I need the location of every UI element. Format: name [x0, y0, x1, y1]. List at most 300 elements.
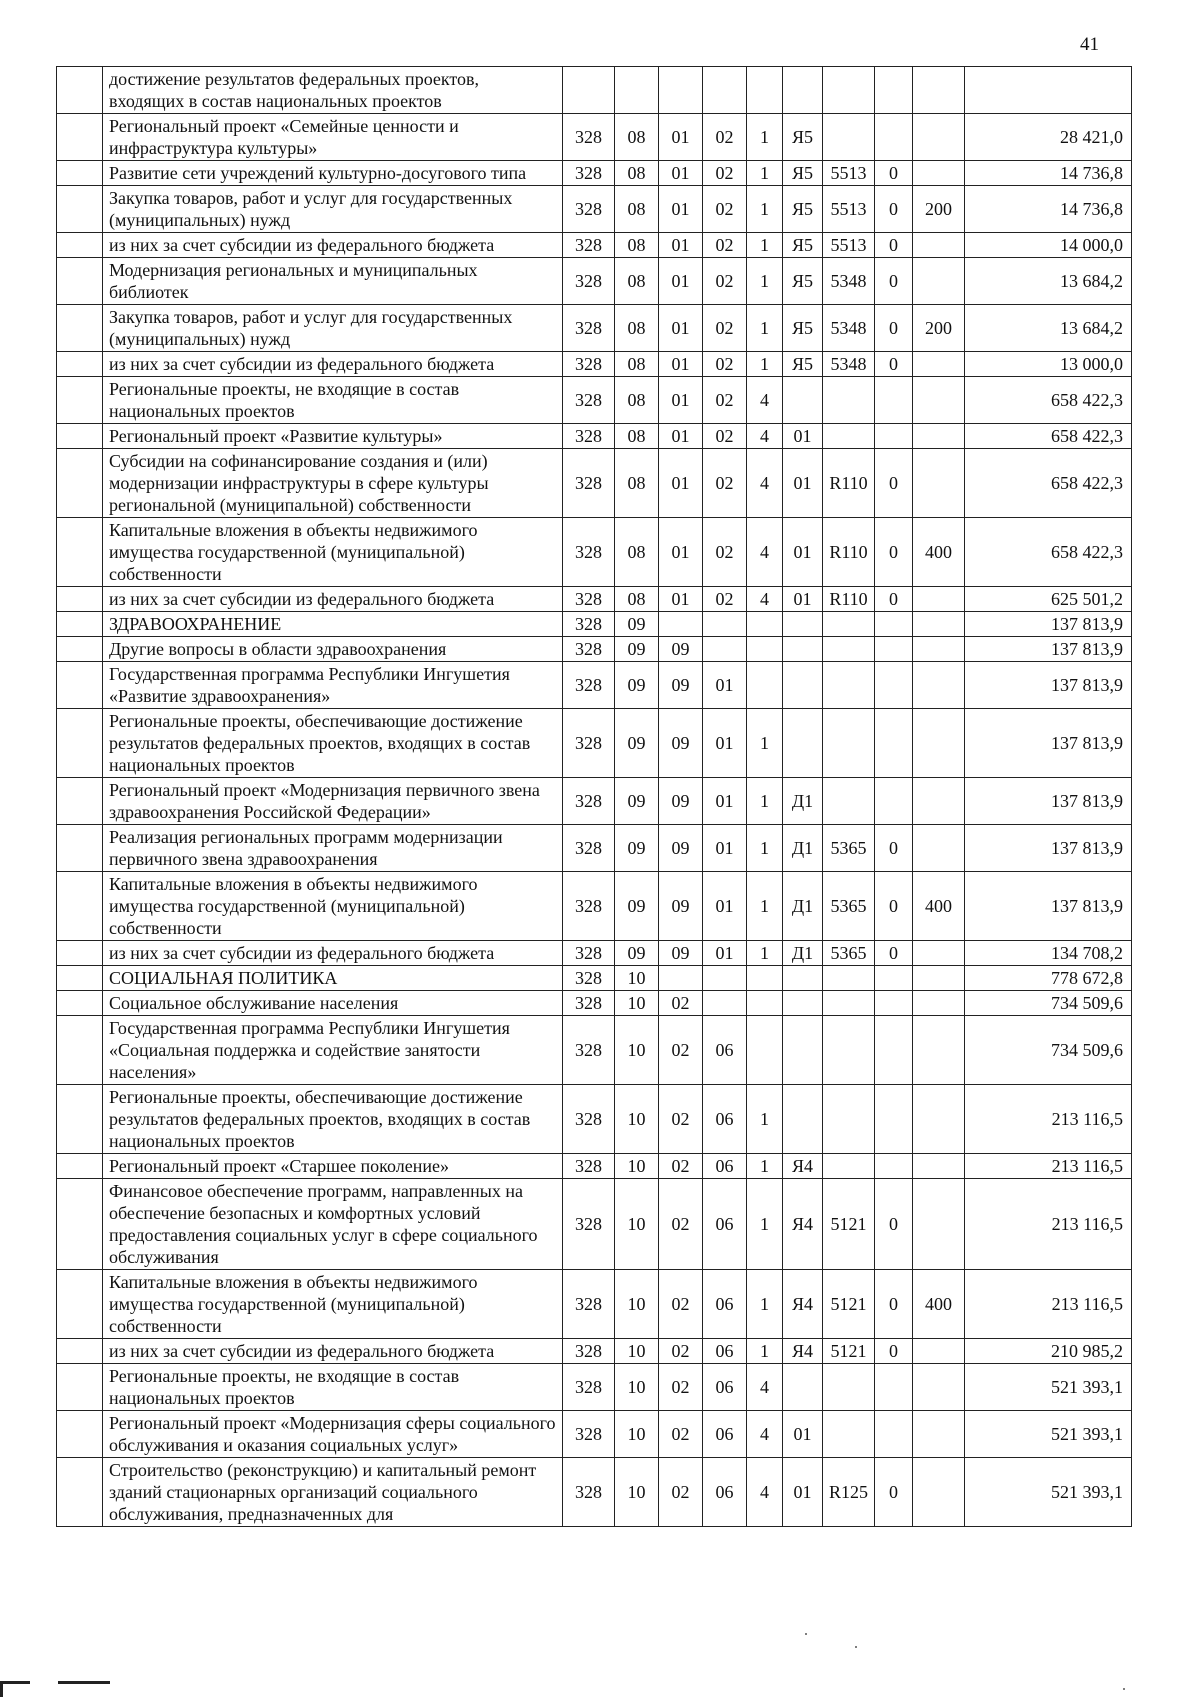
cell-gp: 01: [703, 941, 747, 966]
cell-pr: 09: [659, 778, 703, 825]
cell-rz: 10: [615, 1270, 659, 1339]
table-row: [57, 67, 1132, 114]
cell-p1: 1: [747, 352, 783, 377]
table-row: [57, 662, 1132, 709]
scan-artifact-line: [0, 1681, 30, 1684]
table-row: [57, 941, 1132, 966]
cell-rz: 08: [615, 352, 659, 377]
cell-sum: 658 422,3: [965, 377, 1132, 424]
cell-vr: [913, 114, 965, 161]
cell-blank: [57, 966, 103, 991]
cell-vr: [913, 587, 965, 612]
cell-p4: [875, 709, 913, 778]
cell-p4: 0: [875, 449, 913, 518]
cell-vr: [913, 662, 965, 709]
cell-vr: [913, 1085, 965, 1154]
cell-p1: 1: [747, 114, 783, 161]
cell-p4: 0: [875, 587, 913, 612]
scan-dot: [805, 1633, 807, 1635]
cell-ved: 328: [563, 352, 615, 377]
cell-p3: [823, 67, 875, 114]
cell-gp: 06: [703, 1270, 747, 1339]
cell-rz: 10: [615, 1458, 659, 1527]
cell-sum: 734 509,6: [965, 991, 1132, 1016]
cell-gp: 02: [703, 377, 747, 424]
row-name: Региональные проекты, обеспечивающие достижение результатов федеральных проектов, входящих в состав национальных проектов: [103, 709, 563, 778]
cell-p4: [875, 991, 913, 1016]
cell-p3: [823, 424, 875, 449]
cell-p1: 4: [747, 587, 783, 612]
cell-gp: 02: [703, 258, 747, 305]
row-name: Другие вопросы в области здравоохранения: [103, 637, 563, 662]
row-name: Региональные проекты, не входящие в состав национальных проектов: [103, 1364, 563, 1411]
cell-vr: [913, 612, 965, 637]
cell-blank: [57, 161, 103, 186]
cell-p3: [823, 1364, 875, 1411]
cell-ved: 328: [563, 612, 615, 637]
table-row: [57, 233, 1132, 258]
cell-ved: 328: [563, 1270, 615, 1339]
row-name: Финансовое обеспечение программ, направленных на обеспечение безопасных и комфортных условий предоставления социальных услуг в сфере социального обслуживания: [103, 1179, 563, 1270]
cell-p2: [783, 67, 823, 114]
cell-p4: [875, 114, 913, 161]
scan-dot: [1123, 1688, 1125, 1690]
cell-p1: 4: [747, 1411, 783, 1458]
scan-artifact-line: [0, 1681, 3, 1697]
cell-p4: 0: [875, 941, 913, 966]
row-name: Капитальные вложения в объекты недвижимого имущества государственной (муниципальной) собственности: [103, 1270, 563, 1339]
cell-p3: [823, 966, 875, 991]
row-name: Капитальные вложения в объекты недвижимого имущества государственной (муниципальной) собственности: [103, 872, 563, 941]
cell-pr: 02: [659, 1270, 703, 1339]
cell-p2: Я4: [783, 1270, 823, 1339]
cell-vr: 400: [913, 518, 965, 587]
table-row: [57, 966, 1132, 991]
cell-rz: 09: [615, 941, 659, 966]
cell-p1: [747, 67, 783, 114]
cell-blank: [57, 1458, 103, 1527]
cell-sum: 521 393,1: [965, 1458, 1132, 1527]
cell-gp: 06: [703, 1179, 747, 1270]
cell-vr: [913, 1154, 965, 1179]
cell-sum: 13 684,2: [965, 305, 1132, 352]
cell-p2: [783, 662, 823, 709]
cell-sum: 658 422,3: [965, 518, 1132, 587]
cell-vr: 400: [913, 872, 965, 941]
cell-p4: [875, 67, 913, 114]
cell-pr: 02: [659, 1016, 703, 1085]
cell-p2: [783, 377, 823, 424]
cell-rz: 10: [615, 966, 659, 991]
cell-p3: 5348: [823, 305, 875, 352]
cell-rz: 08: [615, 186, 659, 233]
table-row: [57, 1458, 1132, 1527]
cell-p2: [783, 1016, 823, 1085]
cell-vr: [913, 991, 965, 1016]
cell-p1: [747, 966, 783, 991]
cell-blank: [57, 1364, 103, 1411]
cell-rz: 10: [615, 1339, 659, 1364]
cell-sum: 521 393,1: [965, 1364, 1132, 1411]
cell-p2: Я5: [783, 186, 823, 233]
cell-p4: 0: [875, 186, 913, 233]
table-row: [57, 161, 1132, 186]
cell-ved: 328: [563, 258, 615, 305]
cell-blank: [57, 662, 103, 709]
cell-blank: [57, 612, 103, 637]
row-name: Региональный проект «Семейные ценности и инфраструктура культуры»: [103, 114, 563, 161]
cell-vr: [913, 352, 965, 377]
cell-p3: 5121: [823, 1179, 875, 1270]
cell-p1: 1: [747, 233, 783, 258]
cell-p2: [783, 709, 823, 778]
cell-blank: [57, 1016, 103, 1085]
cell-p3: [823, 662, 875, 709]
cell-p4: 0: [875, 872, 913, 941]
cell-p4: 0: [875, 161, 913, 186]
cell-p4: [875, 1016, 913, 1085]
cell-p3: [823, 1085, 875, 1154]
cell-p1: 1: [747, 1179, 783, 1270]
row-name: СОЦИАЛЬНАЯ ПОЛИТИКА: [103, 966, 563, 991]
cell-p3: [823, 612, 875, 637]
cell-p4: 0: [875, 1339, 913, 1364]
cell-blank: [57, 114, 103, 161]
cell-sum: 28 421,0: [965, 114, 1132, 161]
cell-p4: [875, 1364, 913, 1411]
cell-sum: 134 708,2: [965, 941, 1132, 966]
cell-p2: Я5: [783, 233, 823, 258]
cell-sum: 137 813,9: [965, 662, 1132, 709]
cell-rz: 10: [615, 991, 659, 1016]
table-row: [57, 1179, 1132, 1270]
cell-rz: 10: [615, 1154, 659, 1179]
row-name: Строительство (реконструкцию) и капитальный ремонт зданий стационарных организаций социального обслуживания, предназначенных для: [103, 1458, 563, 1527]
row-name: из них за счет субсидии из федерального бюджета: [103, 587, 563, 612]
cell-sum: 14 736,8: [965, 161, 1132, 186]
cell-p1: 1: [747, 186, 783, 233]
cell-p4: [875, 662, 913, 709]
row-name: Капитальные вложения в объекты недвижимого имущества государственной (муниципальной) собственности: [103, 518, 563, 587]
cell-ved: 328: [563, 186, 615, 233]
cell-pr: 01: [659, 518, 703, 587]
cell-pr: 09: [659, 941, 703, 966]
cell-gp: 06: [703, 1411, 747, 1458]
cell-pr: 09: [659, 872, 703, 941]
cell-blank: [57, 1085, 103, 1154]
cell-gp: 02: [703, 587, 747, 612]
cell-sum: 213 116,5: [965, 1270, 1132, 1339]
cell-ved: 328: [563, 1016, 615, 1085]
cell-vr: [913, 941, 965, 966]
cell-p3: R110: [823, 518, 875, 587]
cell-gp: 02: [703, 161, 747, 186]
cell-vr: [913, 1339, 965, 1364]
row-name: Государственная программа Республики Ингушетия «Социальная поддержка и содействие занятости населения»: [103, 1016, 563, 1085]
table-row: [57, 1270, 1132, 1339]
cell-rz: 08: [615, 161, 659, 186]
cell-blank: [57, 424, 103, 449]
cell-blank: [57, 518, 103, 587]
cell-ved: 328: [563, 1154, 615, 1179]
cell-sum: 137 813,9: [965, 637, 1132, 662]
cell-ved: 328: [563, 1085, 615, 1154]
row-name: Региональный проект «Модернизация первичного звена здравоохранения Российской Федерации»: [103, 778, 563, 825]
cell-vr: [913, 67, 965, 114]
row-name: Реализация региональных программ модернизации первичного звена здравоохранения: [103, 825, 563, 872]
cell-pr: 01: [659, 352, 703, 377]
cell-blank: [57, 1339, 103, 1364]
cell-ved: 328: [563, 662, 615, 709]
cell-blank: [57, 258, 103, 305]
cell-gp: 02: [703, 449, 747, 518]
cell-sum: 137 813,9: [965, 778, 1132, 825]
cell-vr: [913, 233, 965, 258]
cell-pr: 01: [659, 258, 703, 305]
table-row: [57, 449, 1132, 518]
table-row: [57, 778, 1132, 825]
cell-rz: 10: [615, 1016, 659, 1085]
cell-pr: 09: [659, 637, 703, 662]
cell-pr: 02: [659, 1179, 703, 1270]
row-name: Закупка товаров, работ и услуг для государственных (муниципальных) нужд: [103, 305, 563, 352]
row-name: Модернизация региональных и муниципальных библиотек: [103, 258, 563, 305]
cell-gp: [703, 637, 747, 662]
cell-p3: 5513: [823, 186, 875, 233]
cell-gp: 01: [703, 662, 747, 709]
cell-sum: 734 509,6: [965, 1016, 1132, 1085]
cell-vr: [913, 377, 965, 424]
cell-pr: 02: [659, 1085, 703, 1154]
cell-pr: 02: [659, 1458, 703, 1527]
cell-p1: 1: [747, 778, 783, 825]
table-row: [57, 377, 1132, 424]
cell-p2: Я5: [783, 114, 823, 161]
cell-p1: 4: [747, 424, 783, 449]
cell-rz: 08: [615, 114, 659, 161]
cell-p2: 01: [783, 1458, 823, 1527]
cell-gp: 06: [703, 1016, 747, 1085]
cell-gp: [703, 612, 747, 637]
cell-p4: [875, 1154, 913, 1179]
cell-rz: 10: [615, 1179, 659, 1270]
cell-p1: [747, 991, 783, 1016]
cell-p2: 01: [783, 1411, 823, 1458]
cell-pr: 02: [659, 1364, 703, 1411]
cell-p1: 1: [747, 1154, 783, 1179]
cell-rz: 10: [615, 1364, 659, 1411]
cell-ved: 328: [563, 709, 615, 778]
cell-p4: 0: [875, 352, 913, 377]
cell-gp: 02: [703, 518, 747, 587]
cell-vr: [913, 161, 965, 186]
row-name: Социальное обслуживание населения: [103, 991, 563, 1016]
cell-p3: 5121: [823, 1270, 875, 1339]
row-name: ЗДРАВООХРАНЕНИЕ: [103, 612, 563, 637]
cell-gp: 06: [703, 1364, 747, 1411]
cell-vr: 400: [913, 1270, 965, 1339]
cell-pr: 01: [659, 377, 703, 424]
cell-p2: Д1: [783, 825, 823, 872]
cell-vr: [913, 637, 965, 662]
cell-p2: [783, 991, 823, 1016]
cell-blank: [57, 991, 103, 1016]
cell-p2: Д1: [783, 941, 823, 966]
cell-p1: 1: [747, 941, 783, 966]
cell-p3: 5348: [823, 352, 875, 377]
cell-rz: 08: [615, 518, 659, 587]
cell-blank: [57, 186, 103, 233]
cell-vr: 200: [913, 305, 965, 352]
cell-vr: [913, 778, 965, 825]
cell-gp: 02: [703, 114, 747, 161]
cell-p1: [747, 1016, 783, 1085]
cell-pr: 01: [659, 186, 703, 233]
cell-p3: 5513: [823, 233, 875, 258]
cell-rz: 09: [615, 612, 659, 637]
cell-blank: [57, 449, 103, 518]
cell-blank: [57, 587, 103, 612]
row-name: Субсидии на софинансирование создания и (или) модернизации инфраструктуры в сфере культуры региональной (муниципальной) собственности: [103, 449, 563, 518]
cell-p1: 4: [747, 518, 783, 587]
table-row: [57, 518, 1132, 587]
row-name: из них за счет субсидии из федерального бюджета: [103, 941, 563, 966]
cell-gp: 06: [703, 1458, 747, 1527]
cell-ved: 328: [563, 1411, 615, 1458]
cell-p1: 1: [747, 872, 783, 941]
cell-rz: 09: [615, 637, 659, 662]
cell-sum: 213 116,5: [965, 1085, 1132, 1154]
cell-p4: 0: [875, 233, 913, 258]
cell-p4: [875, 778, 913, 825]
cell-blank: [57, 709, 103, 778]
cell-ved: 328: [563, 518, 615, 587]
cell-p2: Я5: [783, 161, 823, 186]
cell-p4: 0: [875, 258, 913, 305]
cell-pr: 01: [659, 587, 703, 612]
cell-p3: R125: [823, 1458, 875, 1527]
table-row: [57, 424, 1132, 449]
table-row: [57, 1154, 1132, 1179]
budget-table: [56, 66, 1132, 1527]
cell-sum: 658 422,3: [965, 424, 1132, 449]
cell-p1: [747, 662, 783, 709]
cell-gp: 06: [703, 1085, 747, 1154]
cell-sum: 137 813,9: [965, 709, 1132, 778]
cell-p1: [747, 637, 783, 662]
cell-p4: 0: [875, 825, 913, 872]
cell-blank: [57, 941, 103, 966]
cell-ved: 328: [563, 424, 615, 449]
row-name: из них за счет субсидии из федерального бюджета: [103, 1339, 563, 1364]
table-row: [57, 352, 1132, 377]
cell-blank: [57, 67, 103, 114]
cell-ved: 328: [563, 778, 615, 825]
cell-sum: 213 116,5: [965, 1179, 1132, 1270]
table-row: [57, 1364, 1132, 1411]
cell-p3: [823, 778, 875, 825]
cell-gp: [703, 991, 747, 1016]
table-row: [57, 612, 1132, 637]
row-name: Государственная программа Республики Ингушетия «Развитие здравоохранения»: [103, 662, 563, 709]
cell-p1: 1: [747, 1339, 783, 1364]
cell-p3: R110: [823, 449, 875, 518]
table-row: [57, 1016, 1132, 1085]
row-name: Закупка товаров, работ и услуг для государственных (муниципальных) нужд: [103, 186, 563, 233]
cell-ved: 328: [563, 872, 615, 941]
row-name: Развитие сети учреждений культурно-досугового типа: [103, 161, 563, 186]
cell-gp: 02: [703, 186, 747, 233]
cell-vr: [913, 1364, 965, 1411]
cell-rz: 09: [615, 662, 659, 709]
scan-artifact-line: [58, 1681, 110, 1684]
cell-p4: 0: [875, 1179, 913, 1270]
row-name: Региональный проект «Старшее поколение»: [103, 1154, 563, 1179]
table-row: [57, 1085, 1132, 1154]
cell-p4: 0: [875, 305, 913, 352]
cell-p2: Я5: [783, 352, 823, 377]
cell-p3: [823, 991, 875, 1016]
cell-blank: [57, 233, 103, 258]
cell-p3: [823, 1411, 875, 1458]
cell-p2: Я4: [783, 1179, 823, 1270]
cell-p2: Д1: [783, 778, 823, 825]
cell-vr: [913, 258, 965, 305]
cell-pr: 02: [659, 1339, 703, 1364]
cell-p2: Я5: [783, 258, 823, 305]
cell-gp: 02: [703, 305, 747, 352]
cell-sum: 521 393,1: [965, 1411, 1132, 1458]
cell-gp: 02: [703, 233, 747, 258]
table-row: [57, 1339, 1132, 1364]
cell-pr: 09: [659, 709, 703, 778]
cell-gp: 06: [703, 1339, 747, 1364]
table-body: [57, 67, 1132, 1527]
cell-rz: 10: [615, 1411, 659, 1458]
cell-pr: 02: [659, 1154, 703, 1179]
cell-p4: [875, 612, 913, 637]
cell-blank: [57, 825, 103, 872]
cell-gp: 01: [703, 825, 747, 872]
cell-p1: 1: [747, 1085, 783, 1154]
cell-pr: [659, 612, 703, 637]
cell-p3: 5365: [823, 941, 875, 966]
cell-rz: 08: [615, 449, 659, 518]
cell-ved: 328: [563, 941, 615, 966]
cell-pr: 01: [659, 305, 703, 352]
cell-p4: 0: [875, 1458, 913, 1527]
cell-p2: 01: [783, 424, 823, 449]
cell-p2: Я4: [783, 1154, 823, 1179]
cell-gp: 02: [703, 352, 747, 377]
cell-p4: [875, 966, 913, 991]
cell-p2: Д1: [783, 872, 823, 941]
cell-sum: 14 000,0: [965, 233, 1132, 258]
cell-rz: 09: [615, 825, 659, 872]
cell-ved: 328: [563, 114, 615, 161]
cell-rz: 09: [615, 872, 659, 941]
cell-gp: 01: [703, 778, 747, 825]
cell-sum: 625 501,2: [965, 587, 1132, 612]
cell-gp: 06: [703, 1154, 747, 1179]
cell-p3: 5348: [823, 258, 875, 305]
table-row: [57, 825, 1132, 872]
cell-p2: [783, 1364, 823, 1411]
cell-p2: [783, 966, 823, 991]
cell-p2: [783, 1085, 823, 1154]
row-name: из них за счет субсидии из федерального бюджета: [103, 352, 563, 377]
cell-ved: 328: [563, 1339, 615, 1364]
